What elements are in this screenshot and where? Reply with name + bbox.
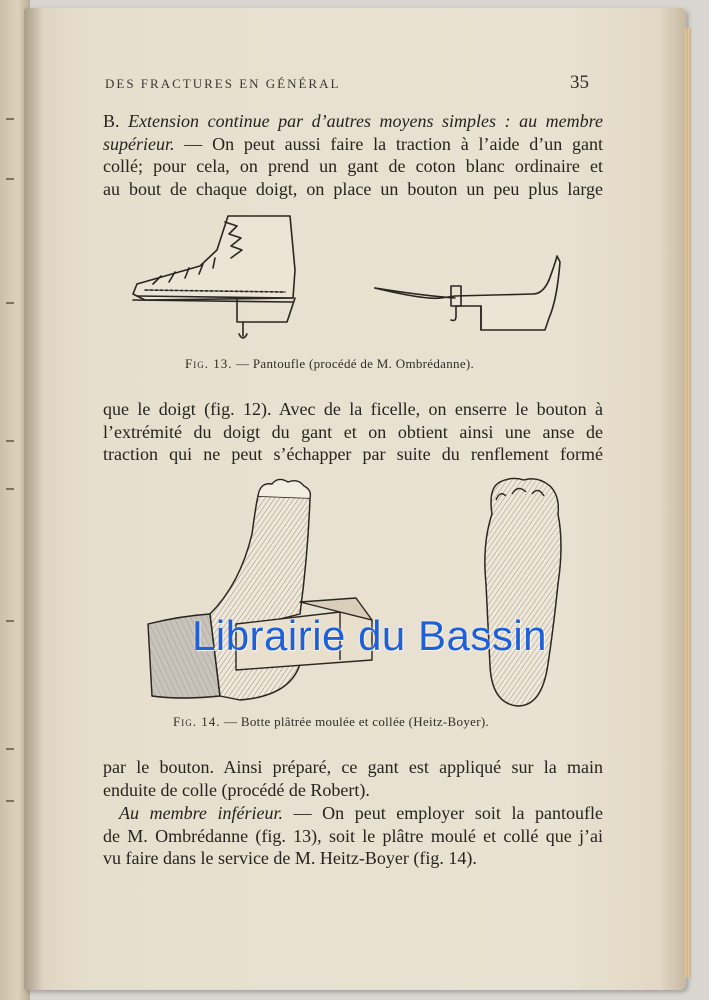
page-number: 35 — [570, 72, 589, 93]
figure-13-illustration — [125, 210, 575, 350]
facing-page-mark — [6, 800, 14, 802]
running-title: DES FRACTURES EN GÉNÉRAL — [105, 76, 341, 91]
facing-page-mark — [6, 620, 14, 622]
figure-13-caption: Fig. 13. — Pantoufle (procédé de M. Ombrédanne). — [185, 356, 475, 371]
paragraph-ficelle — [103, 398, 603, 466]
facing-page-mark — [6, 440, 14, 442]
text-line: Au membre inférieur. — On peut employer soit la pantoufle — [119, 803, 604, 823]
paragraph-prepare — [103, 756, 603, 801]
facing-page-mark — [6, 302, 14, 304]
paragraph-membre-inferieur — [103, 802, 603, 870]
figure-14-caption: Fig. 14. — Botte plâtrée moulée et collée (Heitz-Boyer). — [173, 714, 489, 729]
text-line: au bout de chaque doigt, on place un bouton un peu plus large — [103, 178, 603, 199]
text-line: collé; pour cela, on prend un gant de coton blanc ordinaire et — [103, 156, 603, 176]
facing-page-mark — [6, 488, 14, 490]
bookseller-watermark: Librairie du Bassin — [192, 612, 548, 659]
paragraph-extension — [103, 110, 603, 200]
text-line: enduite de colle (procédé de Robert). — [103, 779, 370, 800]
text-line: de M. Ombrédanne (fig. 13), soit le plâtre moulé et collé que j’ai — [103, 825, 603, 846]
text-line: supérieur. — On peut aussi faire la traction à l’aide d’un gant — [103, 133, 603, 154]
facing-page-mark — [6, 118, 14, 120]
text-line: par le bouton. Ainsi préparé, ce gant est appliqué sur la main — [103, 757, 603, 777]
page-stack-edge — [684, 28, 692, 978]
text-line: l’extrémité du doigt du gant et on obtient ainsi une anse de — [103, 421, 603, 442]
text-line: B. Extension continue par d’autres moyens simples : au membre — [103, 111, 603, 131]
text-line: vu faire dans le service de M. Heitz-Boyer (fig. 14). — [103, 848, 477, 868]
facing-page-mark — [6, 178, 14, 180]
text-line: traction qui ne peut s’échapper par suite du renflement formé — [103, 444, 603, 464]
text-line: que le doigt (fig. 12). Avec de la ficelle, on enserre le bouton à — [103, 399, 603, 419]
facing-page-mark — [6, 748, 14, 750]
figure-14-illustration — [140, 474, 580, 710]
